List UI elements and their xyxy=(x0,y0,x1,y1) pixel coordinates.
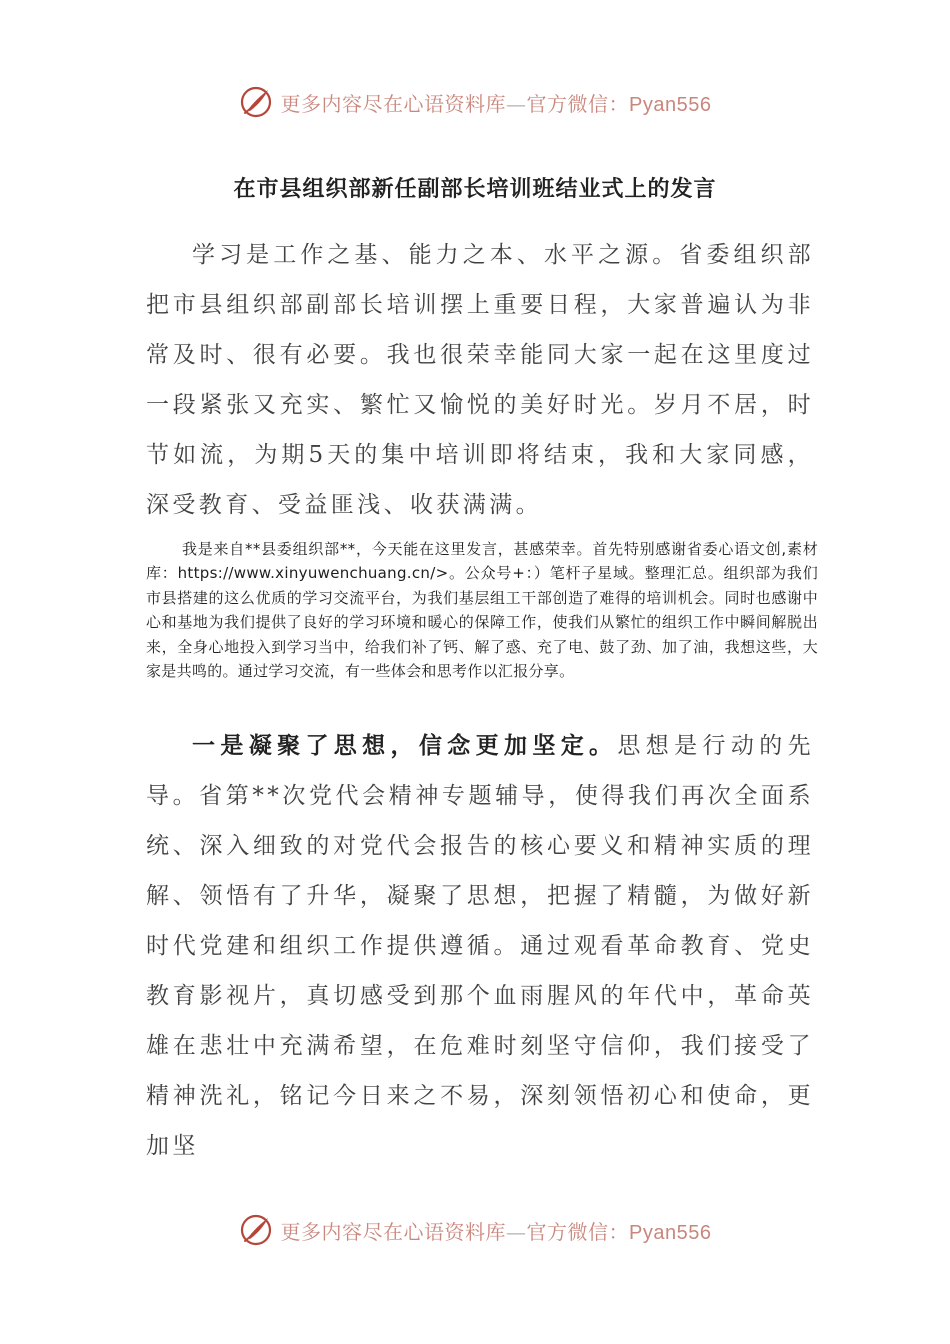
watermark-dash: — xyxy=(506,91,527,116)
watermark-dash: — xyxy=(506,1219,527,1244)
point-one-heading: 一是凝聚了思想，信念更加坚定。 xyxy=(192,733,618,759)
paragraph-small-inserted: 我是来自**县委组织部**，今天能在这里发言，甚感荣幸。首先特别感谢省委心语文创,素材库：https://www.xinyuwenchuang.cn/>。公众号+：）笔杆子星域。整理汇总。组织部为我们市县搭建的这么优质的学习交流平台，为我们基层组工干部创造了难得的培训机会。同时也感谢中心和基地为我们提供了良好的学习环境和暖心的保障工作，使我们从繁忙的组织工作中瞬间解脱出来，全身心地投入到学习当中，给我们补了钙、解了惑、充了电、鼓了劲、加了油，我想这些，大家是共鸣的。通过学习交流，有一些体会和思考作以汇报分享。 xyxy=(146,540,818,681)
watermark-suffix: 官方微信： xyxy=(526,91,630,116)
watermark-prefix: 更多内容尽在心语资料库 xyxy=(280,1219,507,1244)
watermark-code: Pyan556 xyxy=(629,93,712,116)
bottom-watermark-banner xyxy=(0,1208,950,1252)
paragraph-intro: 学习是工作之基、能力之本、水平之源。省委组织部把市县组织部副部长培训摆上重要日程，大家普遍认为非常及时、很有必要。我也很荣幸能同大家一起在这里度过一段紧张又充实、繁忙又愉悦的美好时光。岁月不居，时节如流，为期5天的集中培训即将结束，我和大家同感，深受教育、受益匪浅、收获满满。 xyxy=(146,242,814,518)
paragraph-point-one xyxy=(146,721,814,1171)
quill-logo-icon xyxy=(239,85,273,119)
watermark-suffix: 官方微信： xyxy=(526,1219,630,1244)
watermark-prefix: 更多内容尽在心语资料库 xyxy=(280,91,507,116)
point-one-body: 思想是行动的先导。省第**次党代会精神专题辅导，使得我们再次全面系统、深入细致的对党代会报告的核心要义和精神实质的理解、领悟有了升华，凝聚了思想，把握了精髓，为做好新时代党建和组织工作提供遵循。通过观看革命教育、党史教育影视片，真切感受到那个血雨腥风的年代中，革命英雄在悲壮中充满希望，在危难时刻坚守信仰，我们接受了精神洗礼，铭记今日来之不易，深刻领悟初心和使命，更加坚 xyxy=(146,733,814,1159)
watermark-code: Pyan556 xyxy=(629,1221,712,1244)
quill-logo-icon xyxy=(239,1213,273,1247)
top-watermark-banner xyxy=(0,80,950,124)
watermark-text xyxy=(281,88,712,117)
document-title: 在市县组织部新任副部长培训班结业式上的发言 xyxy=(233,177,717,202)
watermark-text xyxy=(281,1216,712,1245)
